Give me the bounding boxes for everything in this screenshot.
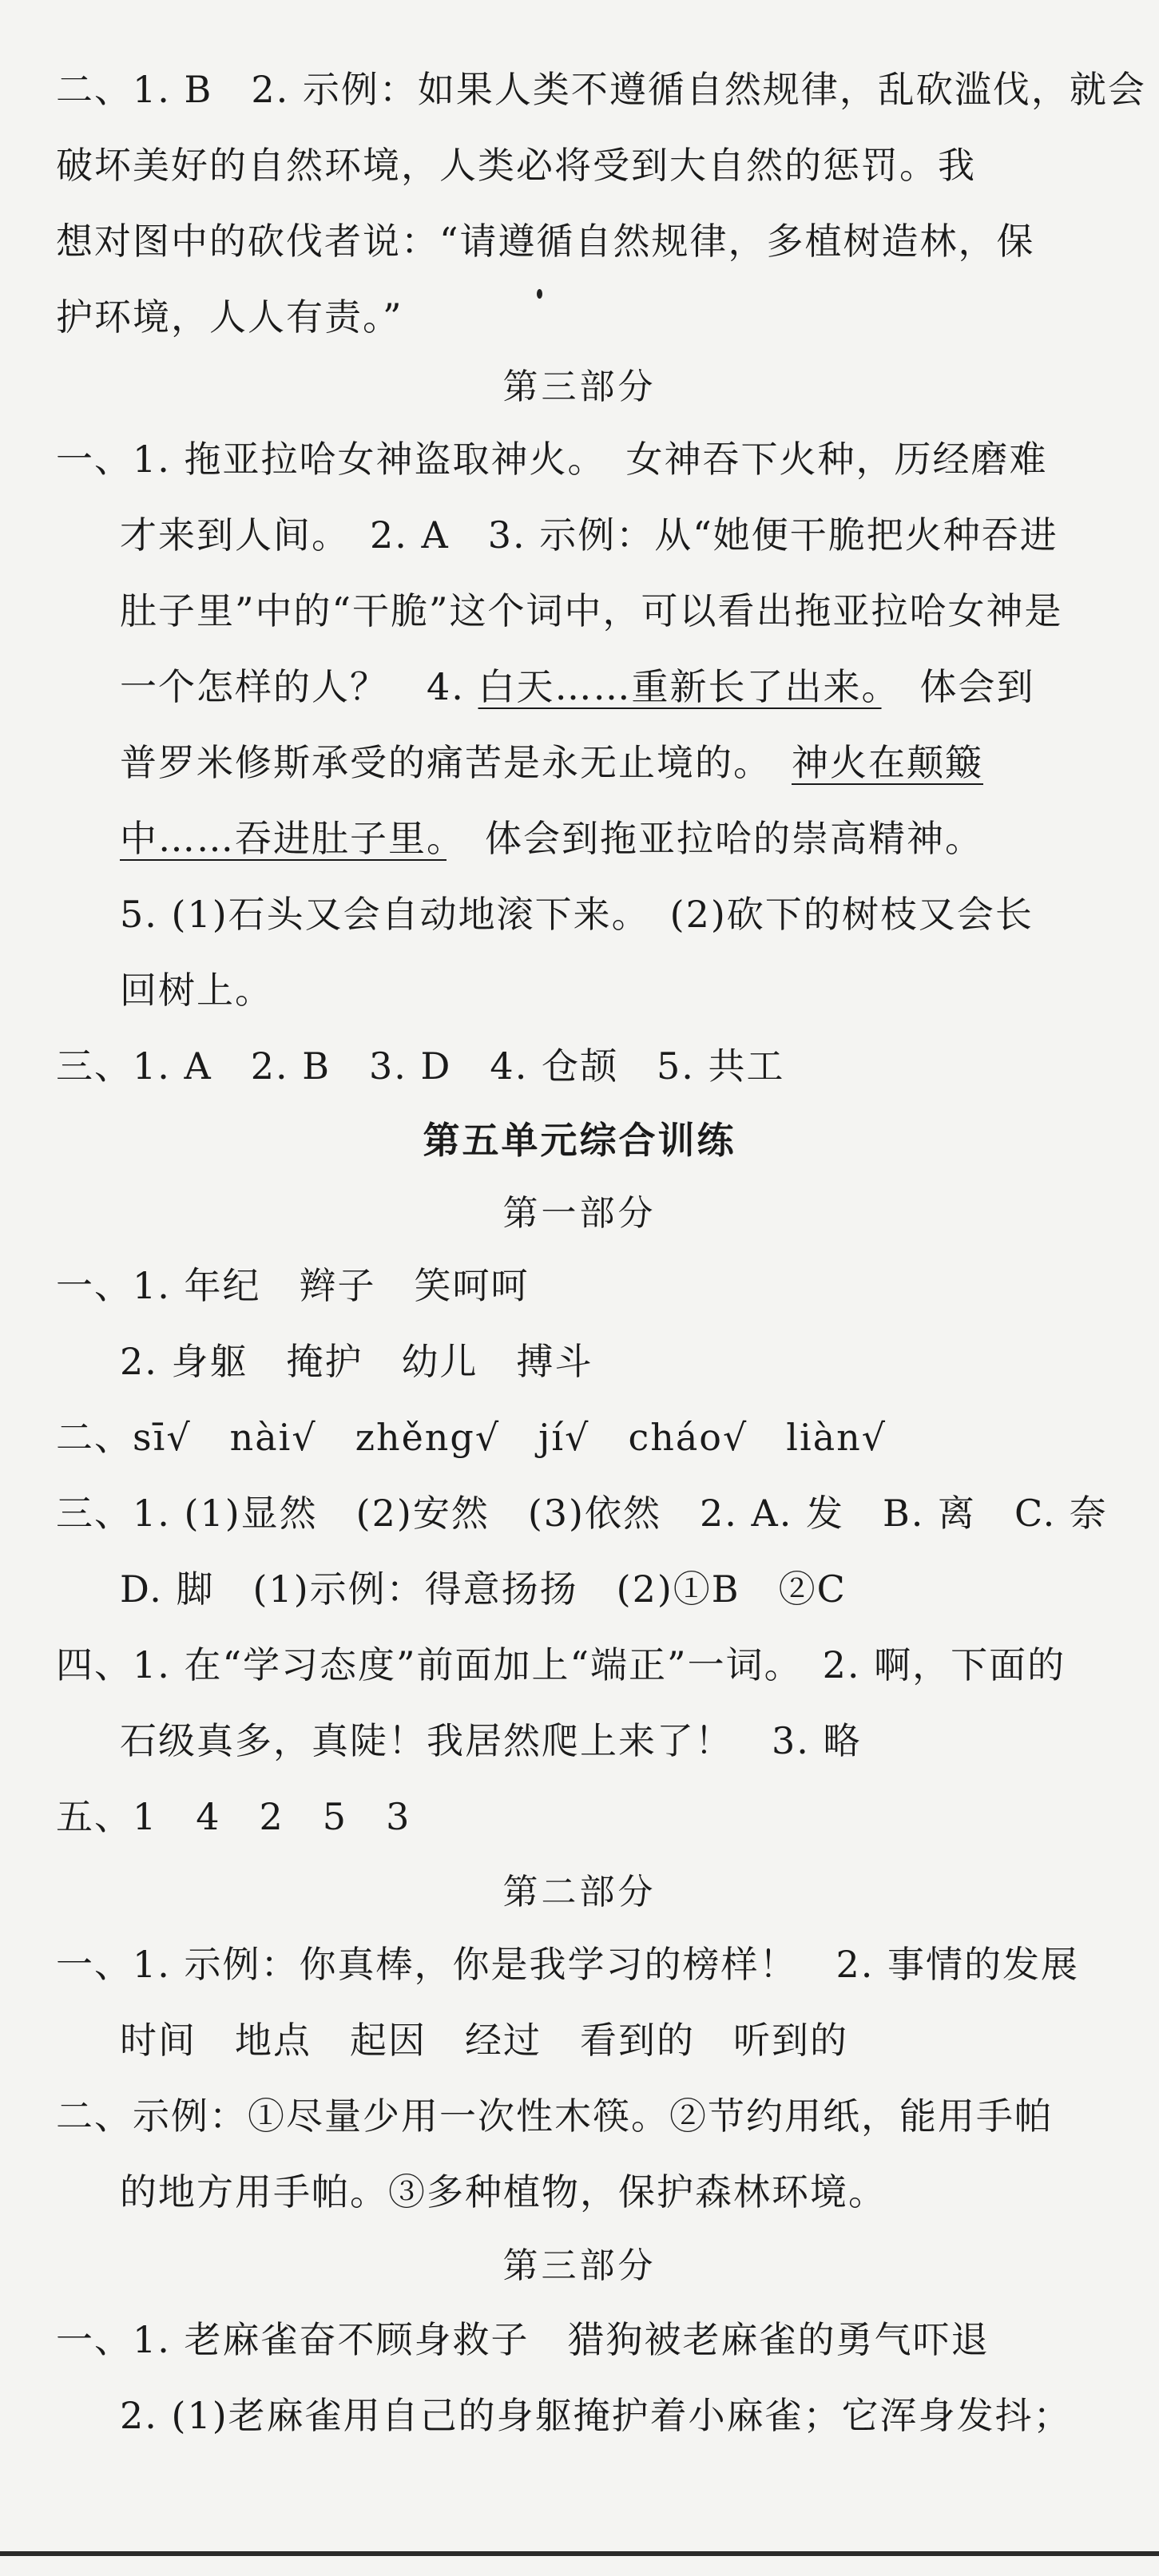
answer-line-21: 五、1 4 2 5 3 [56, 1795, 411, 1838]
answer-line-15: 2. 身躯 掩护 幼儿 搏斗 [120, 1340, 593, 1383]
bottom-rule [0, 2551, 1159, 2556]
answer-line-18: D. 脚 (1)示例：得意扬扬 (2)①B ②C [120, 1567, 847, 1611]
underlined-quote: 白天……重新长了出来。 [478, 665, 882, 708]
answer-line-10 [120, 814, 983, 862]
answer-line-24: 二、示例：①尽量少用一次性木筷。②节约用纸，能用手帕 [56, 2094, 1053, 2138]
answer-line-19: 四、1. 在“学习态度”前面加上“端正”一词。 2. 啊，下面的 [56, 1643, 1066, 1686]
answer-line-20: 石级真多，真陡！我居然爬上来了！ 3. 略 [120, 1719, 862, 1762]
answer-line-16: 二、sī√ nài√ zhěng√ jí√ cháo√ liàn√ [56, 1416, 887, 1459]
answer-text: 体会到拖亚拉哈的崇高精神。 [447, 817, 983, 860]
answer-line-9 [120, 739, 983, 787]
answer-line-22: 一、1. 示例：你真棒，你是我学习的榜样！ 2. 事情的发展 [56, 1943, 1080, 1986]
answer-line-2: 破坏美好的自然环境，人类必将受到大自然的惩罚。我 [56, 144, 976, 187]
answer-line-17: 三、1. (1)显然 (2)安然 (3)依然 2. A. 发 B. 离 C. 奈 [56, 1492, 1108, 1535]
answer-text: 体会到 [881, 665, 1035, 708]
section-heading-part3: 第三部分 [502, 367, 657, 407]
unit-title: 第五单元综合训练 [423, 1119, 736, 1162]
answer-line-7: 肚子里”中的“干脆”这个词中，可以看出拖亚拉哈女神是 [120, 589, 1063, 632]
answer-text: 一个怎样的人？ 4. [120, 665, 478, 708]
answer-line-14: 一、1. 年纪 辫子 笑呵呵 [56, 1264, 530, 1307]
ink-speck [537, 289, 542, 299]
answer-line-13: 三、1. A 2. B 3. D 4. 仓颉 5. 共工 [56, 1044, 785, 1088]
answer-line-4: 护环境，人人有责。” [56, 295, 403, 339]
answer-line-3: 想对图中的砍伐者说：“请遵循自然规律，多植树造林，保 [56, 220, 1035, 263]
answer-line-26: 一、1. 老麻雀奋不顾身救子 猎狗被老麻雀的勇气吓退 [56, 2318, 990, 2361]
section-heading-part3-second: 第三部分 [502, 2245, 657, 2286]
section-heading-part1: 第一部分 [502, 1193, 657, 1234]
answer-line-11: 5. (1)石头又会自动地滚下来。 (2)砍下的树枝又会长 [120, 893, 1034, 936]
answer-line-27: 2. (1)老麻雀用自己的身躯掩护着小麻雀；它浑身发抖； [120, 2394, 1072, 2437]
underlined-quote: 神火在颠簸 [792, 741, 983, 784]
answer-text: 普罗米修斯承受的痛苦是永无止境的。 [120, 741, 792, 784]
answer-line-23: 时间 地点 起因 经过 看到的 听到的 [120, 2019, 848, 2062]
answer-line-5: 一、1. 拖亚拉哈女神盗取神火。 女神吞下火种，历经磨难 [56, 438, 1048, 481]
answer-line-12: 回树上。 [120, 969, 273, 1012]
underlined-quote: 中……吞进肚子里。 [120, 817, 447, 860]
section-heading-part2: 第二部分 [502, 1872, 657, 1912]
answer-line-8 [120, 663, 1035, 711]
answer-line-6: 才来到人间。 2. A 3. 示例：从“她便干脆把火种吞进 [120, 513, 1058, 557]
answer-line-1: 二、1. B 2. 示例：如果人类不遵循自然规律，乱砍滥伐，就会 [56, 68, 1146, 111]
answer-line-25: 的地方用手帕。③多种植物，保护森林环境。 [120, 2170, 887, 2213]
